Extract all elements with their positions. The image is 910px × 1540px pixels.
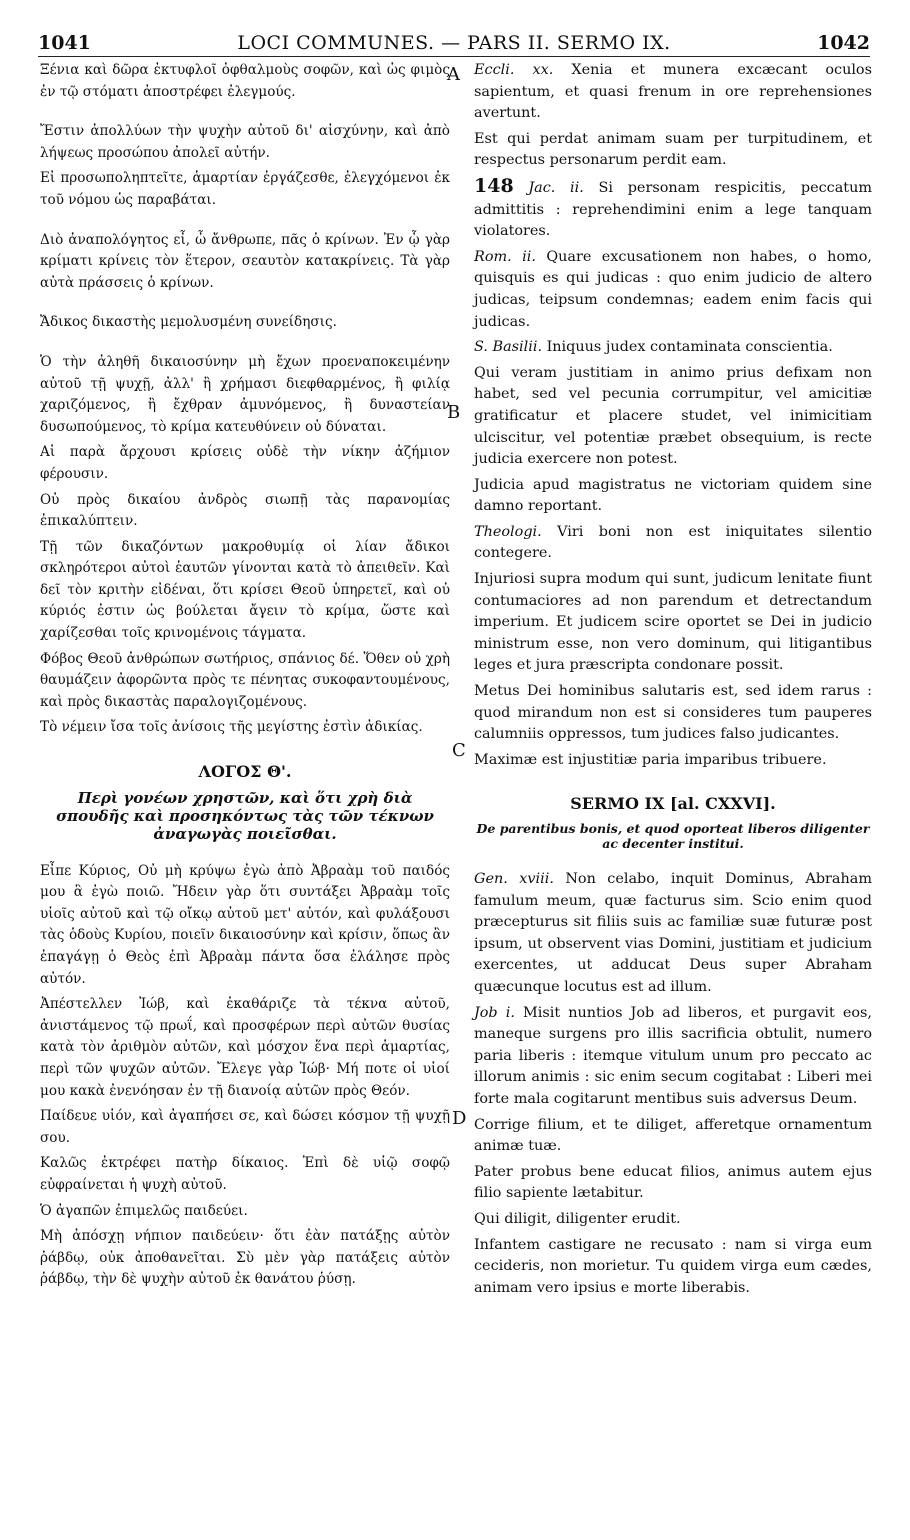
paragraph-text: Iniquus judex contaminata conscientia.: [546, 339, 833, 356]
latin-paragraph: Qui diligit, diligenter erudit.: [474, 1210, 681, 1227]
page-header: [38, 30, 870, 57]
greek-paragraph: Ξένια καὶ δῶρα ἐκτυφλοῖ ὀφθαλμοὺς σοφῶν, καὶ ὡς φιμὸς ἐν τῷ στόματι ἀποστρέφει ἐλεγμούς.: [40, 62, 450, 100]
latin-paragraph: Qui veram justitiam in animo prius defixam non habet, sed vel pecunia corrumpitur, vel amicitiæ gratificatur et placere studet, vel inimicitiam ulciscitur, vel potentiæ præbet obsequium, is recte judicia exercere non potest.: [474, 364, 872, 468]
paragraph-text: Misit nuntios Job ad liberos, et purgavit eos, maneque surgens pro illis sacrificia obtulit, numero paria liberis : itemque vitulum unum pro peccato ac illorum animis : sic enim secum cogitabat : Liberi mei forte mala cogitarunt mentibus suis adversus Deum.: [474, 1004, 872, 1107]
latin-paragraph: [474, 60, 872, 125]
source-reference: S. Basilii.: [474, 339, 543, 356]
latin-paragraph: Corrige filium, et te diliget, afferetque ornamentum animæ tuæ.: [474, 1116, 872, 1155]
margin-letter-a: A: [447, 64, 460, 85]
latin-paragraph: Maximæ est injustitiæ paria imparibus tribuere.: [474, 751, 827, 768]
page-number-right: 1042: [817, 32, 870, 54]
paragraph-text: Xenia et munera excæcant oculos sapientum, et quasi frenum in ore reprehensiones avertunt.: [474, 62, 872, 122]
greek-paragraph: Παίδευε υἱόν, καὶ ἀγαπήσει σε, καὶ δώσει κόσμον τῇ ψυχῇ σου.: [40, 1108, 450, 1146]
paragraph-text: Non celabo, inquit Dominus, Abraham famulum meum, quæ facturus sim. Scio enim quod præcepturus sit filiis suis ac familiæ suæ futuræ post ipsum, ut observent vias Domini, justitiam et judicium exercentes, ut adducat Deus super Abraham quæcunque locutus est ad illum.: [474, 871, 872, 995]
latin-column: [474, 60, 872, 1303]
running-title: LOCI COMMUNES. — PARS II. SERMO IX.: [237, 32, 671, 54]
margin-letter-b: B: [447, 402, 461, 423]
paragraph-text: Si personam respicitis, peccatum admittitis : reprehendimini enim a lege tanquam violatores.: [474, 179, 872, 240]
latin-section-subheading: De parentibus bonis, et quod oporteat liberos diligenter ac decenter institui.: [476, 821, 870, 851]
greek-paragraph: Ὁ τὴν ἀληθῆ δικαιοσύνην μὴ ἔχων προεναποκειμένην αὐτοῦ τῇ ψυχῇ, ἀλλ' ἢ χρήμασι διεφθαρμένος, ἢ φιλίᾳ χαριζόμενος, ἢ ἔχθραν ἀμυνόμενος, ἢ δυναστείαν δυσωπούμενος, τὸ κρίμα κατευθύνειν οὐ δύναται.: [40, 353, 450, 435]
latin-paragraph: [474, 522, 872, 565]
margin-letter-c: C: [452, 740, 466, 761]
latin-section-heading: SERMO IX [al. CXXVI].: [570, 794, 776, 814]
greek-section-subheading: Περὶ γονέων χρηστῶν, καὶ ὅτι χρὴ διὰ σπουδῆς καὶ προσηκόντως τὰς τῶν τέκνων ἀναγωγὰς ποιεῖσθαι.: [56, 788, 434, 843]
page-number-left: 1041: [38, 32, 91, 54]
paragraph-text: Viri boni non est iniquitates silentio contegere.: [474, 523, 872, 562]
greek-paragraph: Διὸ ἀναπολόγητος εἶ, ὦ ἄνθρωπε, πᾶς ὁ κρίνων. Ἐν ᾧ γὰρ κρίματι κρίνεις τὸν ἕτερον, σεαυτὸν κατακρίνεις. Τὰ γὰρ αὐτὰ πράσσεις ὁ κρίνων.: [40, 231, 450, 291]
latin-paragraph: Judicia apud magistratus ne victoriam quidem sine damno reportant.: [474, 476, 872, 515]
scripture-reference: Job i.: [474, 1004, 515, 1021]
greek-paragraph: Οὐ πρὸς δικαίου ἀνδρὸς σιωπῇ τὰς παρανομίας ἐπικαλύπτειν.: [40, 491, 450, 530]
latin-paragraph: [474, 869, 872, 999]
latin-paragraph: Injuriosi supra modum qui sunt, judicum lenitate fiunt contumaciores ad non parendum et detrectandum imperium. Et judicem scire oportet se Dei in judicio ministrum esse, non vero dominum, qui litigantibus leges et jura præscripta condonare possit.: [474, 571, 872, 674]
greek-section-heading: ΛΟΓΟΣ Θ'.: [198, 762, 292, 782]
column-number: 148: [474, 174, 514, 197]
margin-letter-d: D: [452, 1108, 467, 1129]
latin-paragraph: [474, 1003, 872, 1111]
latin-paragraph: Metus Dei hominibus salutaris est, sed idem rarus : quod mirandum non est si consideres tum pauperes calumniis oppressos, tum judices falso judicantes.: [474, 683, 872, 743]
scripture-reference: Eccli. xx.: [474, 62, 554, 78]
greek-paragraph: Ὁ ἀγαπῶν ἐπιμελῶς παιδεύει.: [40, 1202, 248, 1219]
greek-paragraph: Μὴ ἀπόσχῃ νήπιον παιδεύειν· ὅτι ἐὰν πατάξῃς αὐτὸν ῥάβδῳ, οὐκ ἀποθανεῖται. Σὺ μὲν γὰρ πατάξεις αὐτὸν ῥάβδῳ, τὴν δὲ ψυχὴν αὐτοῦ ἐκ θανάτου ῥύσῃ.: [40, 1228, 450, 1288]
source-reference: Theologi.: [474, 523, 542, 540]
greek-paragraph: Ἀπέστελλεν Ἰώβ, καὶ ἐκαθάριζε τὰ τέκνα αὐτοῦ, ἀνιστάμενος τῷ πρωΐ, καὶ προσφέρων περὶ αὐτῶν θυσίας κατὰ τὸν ἀριθμὸν αὐτῶν, καὶ μόσχον ἕνα περὶ ἁμαρτίας, περὶ τῶν ψυχῶν αὐτῶν. Ἔλεγε γὰρ Ἰώβ· Μή ποτε οἱ υἱοί μου κακὰ ἐνενόησαν ἐν τῇ διανοίᾳ αὐτῶν πρὸς Θεόν.: [40, 996, 450, 1099]
greek-paragraph: Ἔστιν ἀπολλύων τὴν ψυχὴν αὐτοῦ δι' αἰσχύνην, καὶ ἀπὸ λήψεως προσώπου ἀπολεῖ αὐτήν.: [40, 123, 450, 161]
scripture-reference: Rom. ii.: [474, 248, 536, 265]
greek-paragraph: Φόβος Θεοῦ ἀνθρώπων σωτήριος, σπάνιος δέ. Ὅθεν οὐ χρὴ θαυμάζειν ἀφορῶντα πρὸς τε πένητας συκοφαντουμένους, καὶ πρὸς δικαστὰς παραλογιζομένους.: [40, 650, 450, 710]
scripture-reference: Gen. xviii.: [474, 871, 554, 887]
latin-paragraph: [474, 247, 872, 333]
latin-paragraph: [474, 176, 872, 243]
latin-paragraph: Pater probus bene educat filios, animus autem ejus filio sapiente lætabitur.: [474, 1163, 872, 1202]
greek-paragraph: Τὸ νέμειν ἴσα τοῖς ἀνίσοις τῆς μεγίστης ἐστὶν ἀδικίας.: [40, 719, 423, 736]
greek-paragraph: Ἄδικος δικαστὴς μεμολυσμένη συνείδησις.: [40, 314, 337, 331]
greek-paragraph: Εἰ προσωποληπτεῖτε, ἁμαρτίαν ἐργάζεσθε, ἐλεγχόμενοι ἐκ τοῦ νόμου ὡς παραβάται.: [40, 170, 450, 208]
greek-paragraph: Αἱ παρὰ ἄρχουσι κρίσεις οὐδὲ τὴν νίκην ἀζήμιον φέρουσιν.: [40, 444, 450, 482]
latin-paragraph: Infantem castigare ne recusato : nam si virga eum cecideris, non morietur. Tu quidem virga eum cædes, animam vero ipsius e morte liberabis.: [474, 1236, 872, 1296]
greek-paragraph: Καλῶς ἐκτρέφει πατὴρ δίκαιος. Ἐπὶ δὲ υἱῷ σοφῷ εὐφραίνεται ἡ ψυχὴ αὐτοῦ.: [40, 1155, 450, 1193]
scripture-reference: Jac. ii.: [528, 179, 584, 196]
latin-paragraph: [474, 337, 872, 359]
greek-paragraph: Τῇ τῶν δικαζόντων μακροθυμίᾳ οἱ λίαν ἄδικοι σκληρότεροι αὐτοὶ ἑαυτῶν γίνονται κατὰ τὸ ἀπειθεῖν. Καὶ δεῖ τὸν κριτὴν εἰδέναι, ὅτι κρίσει Θεοῦ ὑπηρετεῖ, καὶ οὐ κύριός ἐστιν ὡς βούλεται ἄγειν τὸ κρίμα, ὥστε καὶ χαρίζεσθαι τοῖς κρινομένοις τάγματα.: [40, 538, 450, 642]
paragraph-text: Quare excusationem non habes, o homo, quisquis es qui judicas : quo enim judicio de altero judicas, teipsum condemnas; eadem enim facis qui judicas.: [474, 248, 872, 330]
greek-column: [40, 60, 450, 1295]
greek-paragraph: Εἶπε Κύριος, Οὐ μὴ κρύψω ἐγὼ ἀπὸ Ἀβραὰμ τοῦ παιδός μου ἃ ἐγὼ ποιῶ. Ἤδειν γὰρ ὅτι συντάξει Ἀβραὰμ τοῖς υἱοῖς αὐτοῦ καὶ τῷ οἴκῳ αὐτοῦ μετ' αὐτόν, καὶ φυλάξουσι τὰς ὁδοὺς Κυρίου, ποιεῖν δικαιοσύνην καὶ κρίσιν, ὅπως ἂν ἐπαγάγῃ ὁ Θεὸς ἐπὶ Ἀβραὰμ πάντα ὅσα ἐλάλησε πρὸς αὐτόν.: [40, 862, 450, 987]
latin-paragraph: Est qui perdat animam suam per turpitudinem, et respectus personarum perdit eam.: [474, 130, 872, 169]
